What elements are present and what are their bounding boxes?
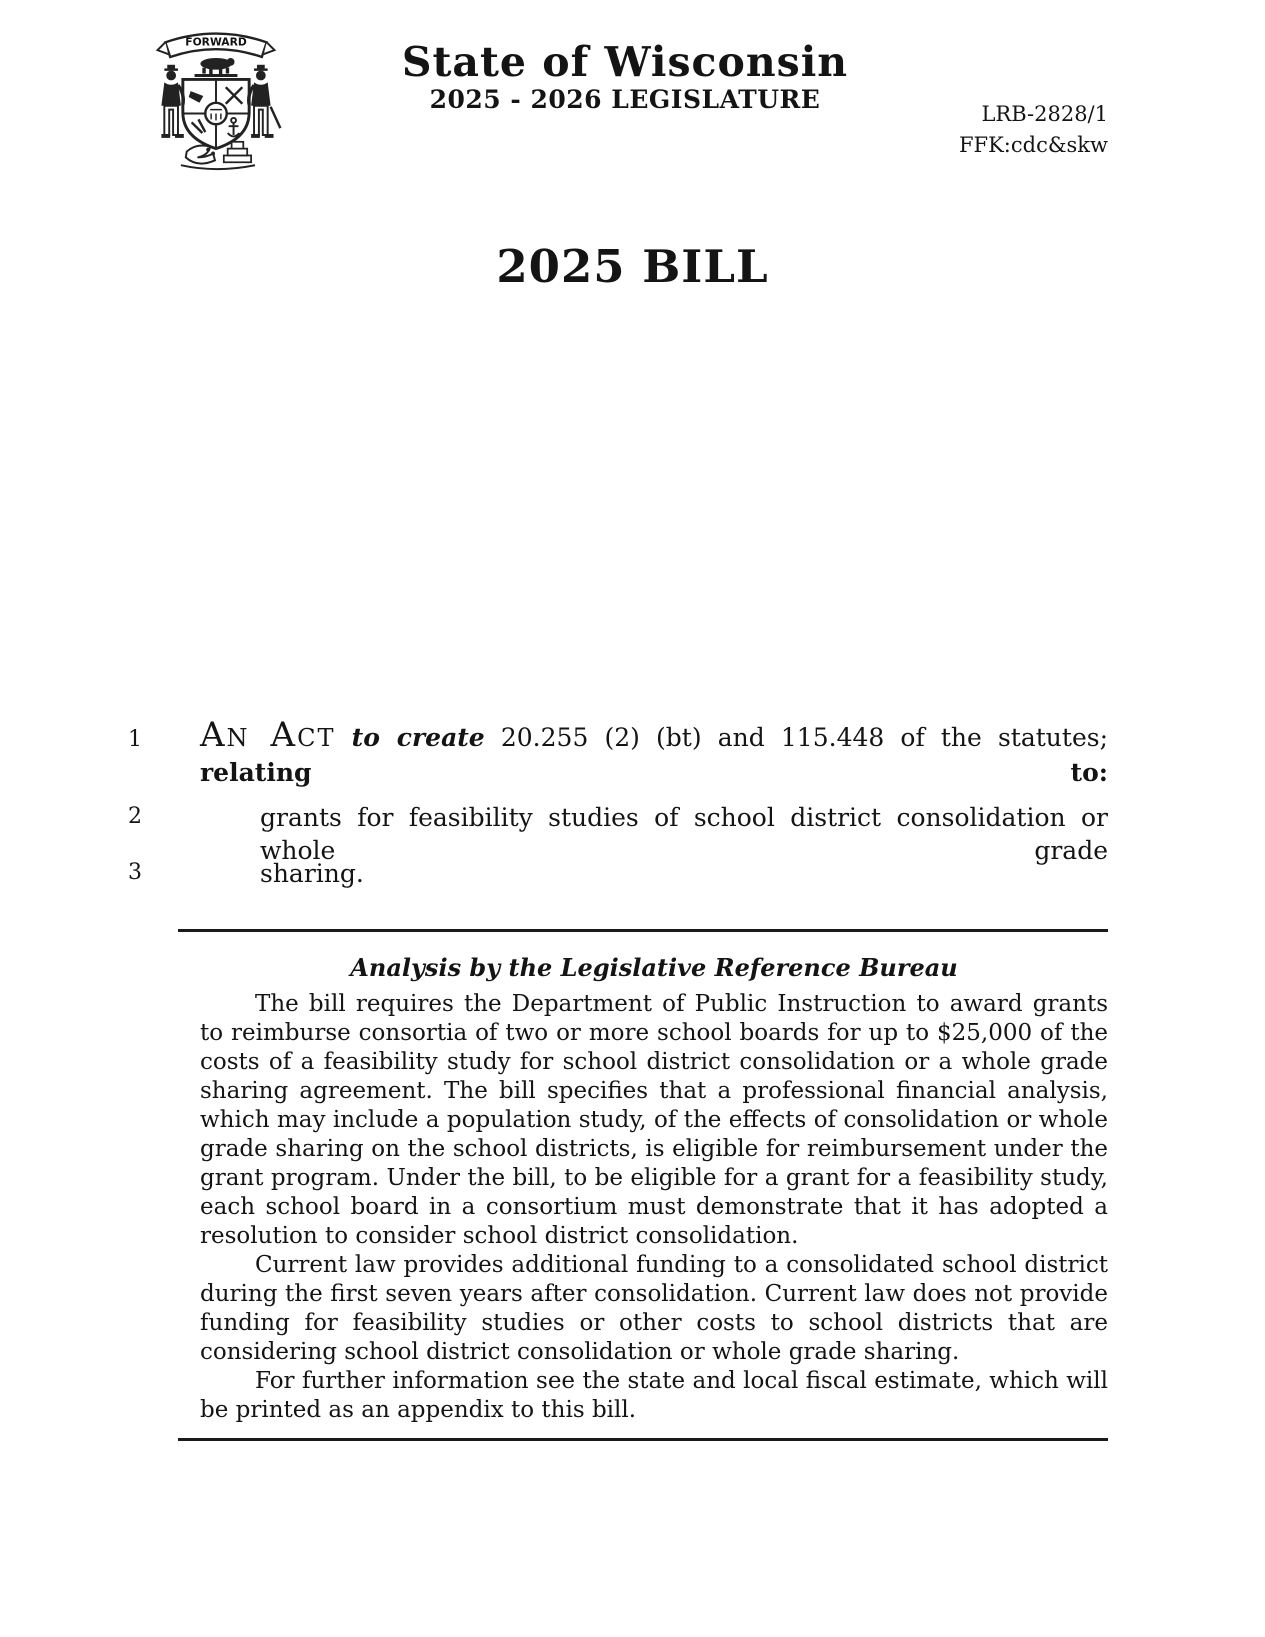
bill-title: 2025 BILL	[496, 240, 769, 293]
analysis-bottom-rule	[178, 1438, 1108, 1441]
analysis-paragraph-3: For further information see the state and local fiscal estimate, which will be printed as an appendix to this bill.	[200, 1368, 1108, 1423]
drafter-code: FFK:cdc&skw	[958, 133, 1108, 157]
analysis-body	[200, 990, 1108, 1425]
state-name: State of Wisconsin	[401, 38, 849, 86]
seal-motto: FORWARD	[185, 35, 247, 49]
act-intro-line	[200, 713, 1108, 790]
act-subject-line-2: sharing.	[260, 859, 364, 888]
line-number-1: 1	[128, 727, 142, 752]
analysis-heading: Analysis by the Legislative Reference Bureau	[350, 953, 958, 982]
relating-label: relating to:	[200, 758, 1108, 788]
line-number-2: 2	[128, 804, 142, 829]
line-number-3: 3	[128, 860, 142, 885]
lrb-code: LRB-2828/1	[981, 102, 1108, 126]
statutes-clause: 20.255 (2) (bt) and 115.448 of the statutes;	[500, 723, 1108, 752]
cornucopia-icon	[186, 145, 215, 163]
analysis-paragraph-1: The bill requires the Department of Public Instruction to award grants to reimburse consortia of two or more school boards for up to $25,000 of the costs of a feasibility study for school district consolidation or a whole grade sharing agreement. The bill specifies that a professional financial analysis, which may include a population study, of the effects of consolidation or whole grade sharing on the school districts, is eligible for reimbursement under the grant program. Under the bill, to be eligible for a grant for a feasibility study, each school board in a consortium must demonstrate that it has adopted a resolution to consider school district consolidation.	[200, 991, 1108, 1249]
an-act-label: An Act	[200, 715, 336, 755]
act-subject-line-1: grants for feasibility studies of school district consolidation or whole grade	[260, 803, 1108, 865]
legislature-session: 2025 - 2026 LEGISLATURE	[429, 85, 821, 114]
analysis-top-rule	[178, 929, 1108, 932]
analysis-paragraph-2: Current law provides additional funding to a consolidated school district during the first seven years after consolidation. Current law does not provide funding for feasibility studies or other costs to school districts that are considering school district consolidation or whole grade sharing.	[200, 1252, 1108, 1365]
action-clause: to create	[351, 723, 485, 752]
lrb-reference-block	[959, 99, 1108, 161]
